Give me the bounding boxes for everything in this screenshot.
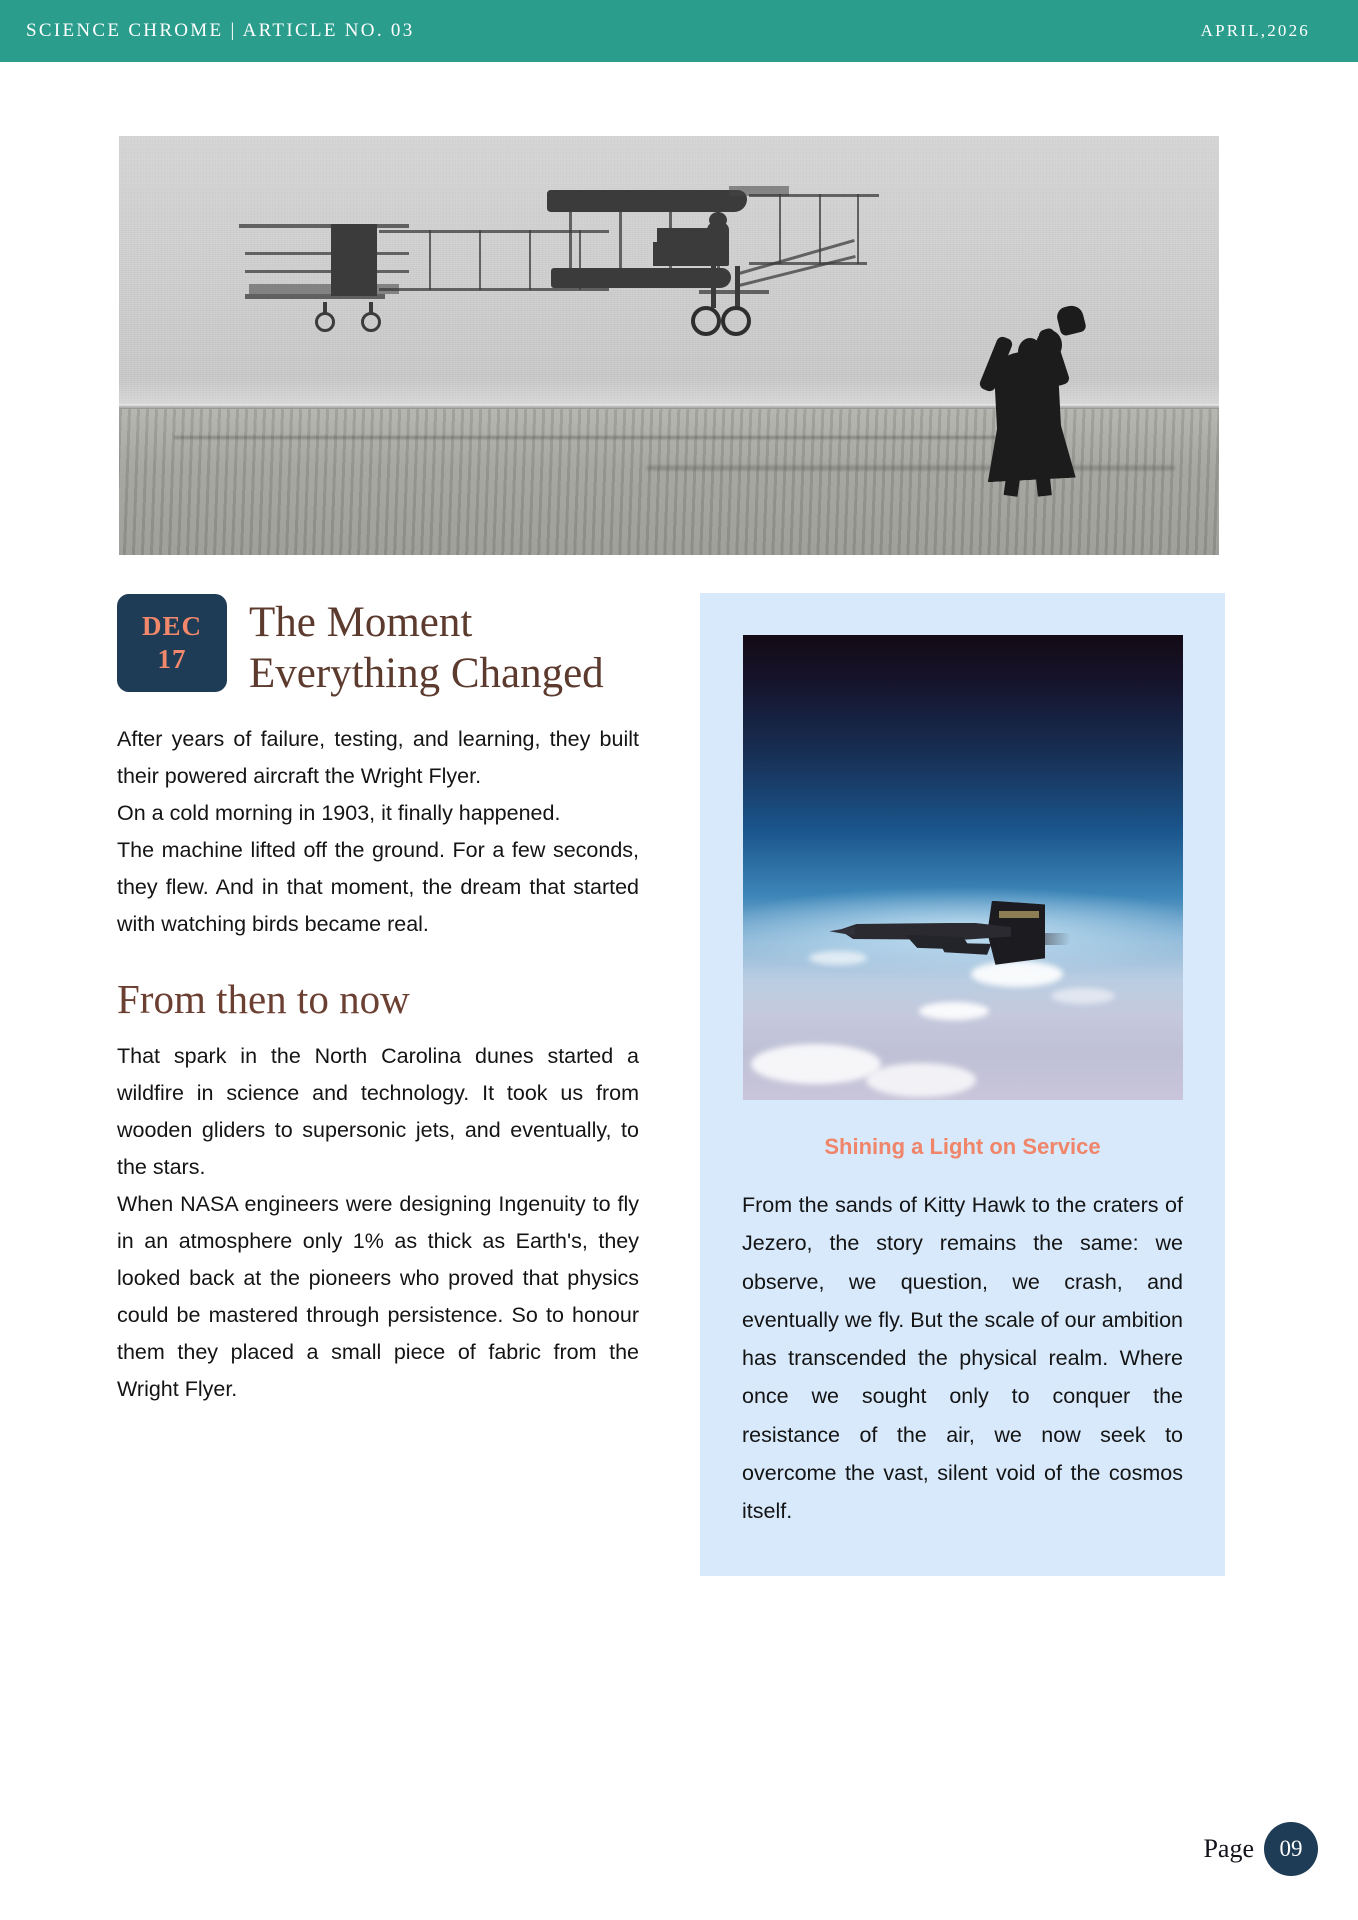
sidebar-photo bbox=[743, 635, 1183, 1100]
article-paragraph: When NASA engineers were designing Ingenuity to fly in an atmosphere only 1% as thick as Earth's, they looked back at the pioneers who proved that physics could be mastered through persistence. So to honour them they placed a small piece of fabric from the Wright Flyer. bbox=[117, 1192, 639, 1402]
header-issue-date: APRIL,2026 bbox=[1200, 21, 1310, 40]
rocket-plane-icon bbox=[839, 905, 1067, 969]
hero-ground-streak bbox=[174, 436, 1021, 439]
date-badge-day: 17 bbox=[157, 644, 187, 674]
article-section-body bbox=[117, 1038, 639, 1408]
hero-photo bbox=[119, 136, 1219, 555]
page-header-bar bbox=[0, 0, 1358, 62]
article-paragraph: The machine lifted off the ground. For a few seconds, they flew. And in that moment, the dream that started with watching birds became real. bbox=[117, 838, 639, 937]
hero-ground-streak-secondary bbox=[647, 466, 1175, 470]
date-badge bbox=[117, 594, 227, 692]
page-footer bbox=[1203, 1822, 1318, 1876]
page-number-badge: 09 bbox=[1264, 1822, 1318, 1876]
sidebar-body-text: From the sands of Kitty Hawk to the craters of Jezero, the story remains the same: we observe, we question, we crash, and eventually we fly. But the scale of our ambition has transcended the physical realm. Where once we sought only to conquer the resistance of the air, we now seek to overcome the vast, silent void of the cosmos itself. bbox=[742, 1193, 1183, 1524]
date-badge-month: DEC bbox=[141, 611, 202, 641]
header-publication-title: SCIENCE CHROME | ARTICLE NO. 03 bbox=[26, 20, 415, 41]
article-paragraph: That spark in the North Carolina dunes started a wildfire in science and technology. It took us from wooden gliders to supersonic jets, and eventually, to the stars. bbox=[117, 1044, 639, 1180]
sidebar-panel bbox=[700, 593, 1225, 1576]
waving-figure-silhouette bbox=[974, 300, 1092, 500]
biplane-icon bbox=[239, 166, 859, 366]
sidebar-sky-gradient bbox=[743, 635, 1183, 1100]
article-intro-body bbox=[117, 721, 639, 943]
article-title: The Moment Everything Changed bbox=[249, 599, 604, 697]
article-paragraph: On a cold morning in 1903, it finally happened. bbox=[117, 801, 561, 826]
section-heading: From then to now bbox=[117, 976, 410, 1023]
article-paragraph: After years of failure, testing, and learning, they built their powered aircraft the Wright Flyer. bbox=[117, 727, 639, 789]
page-label: Page bbox=[1203, 1834, 1254, 1863]
cloud-shape bbox=[751, 1044, 881, 1084]
article-title-row bbox=[117, 594, 639, 699]
article-main-column bbox=[117, 594, 639, 1408]
cloud-shape bbox=[866, 1063, 976, 1097]
sidebar-caption: Shining a Light on Service bbox=[824, 1134, 1101, 1159]
